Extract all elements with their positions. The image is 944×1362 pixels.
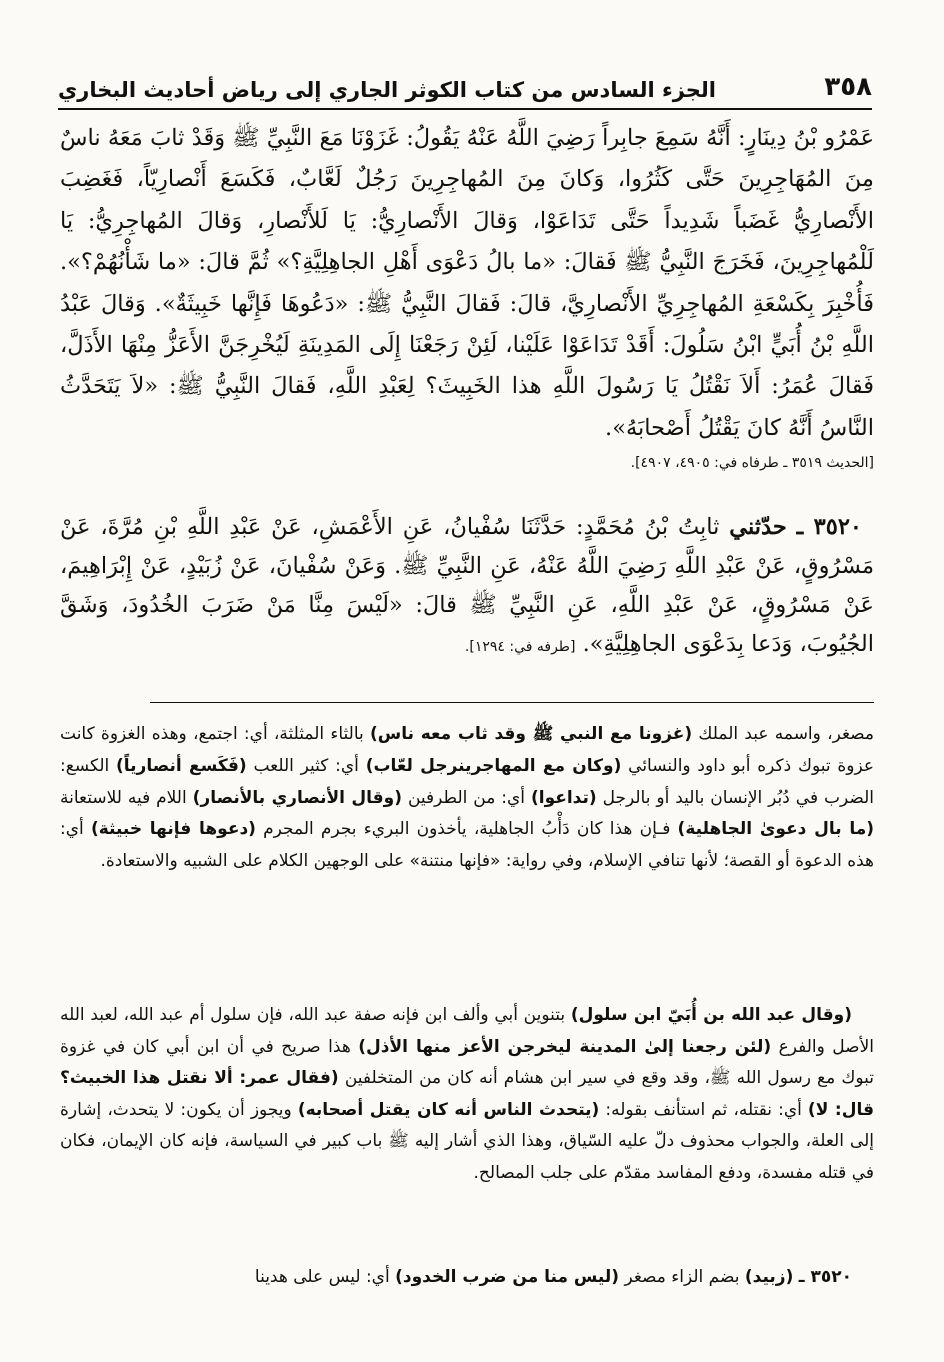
commentary-quote: (فَكَسع أنصارياً) (116, 755, 247, 776)
commentary-text: أي: من الطرفين (407, 787, 526, 808)
commentary-divider (150, 702, 874, 703)
hadith-3519-text: عَمْرُو بْنُ دِينَارٍ: أَنَّهُ سَمِعَ جابِراً رَضِيَ اللَّهُ عَنْهُ يَقُولُ: غَزَوْنَا مَعَ النَّبِيِّ ﷺ وَقَدْ ثابَ مَعَهُ ناسٌ مِنَ المُهَاجِرِينَ حَتَّى كَثُرُوا، وَكانَ مِنَ المُهاجِرِينَ رَجُلٌ لَعَّابٌ، فَكَسَعَ أَنْصارِيّاً، فَغَضِبَ الأَنْصارِيُّ غَضَباً شَدِيداً حَتَّى تَدَاعَوْا، وَقالَ الأَنْصارِيُّ: يَا لَلأَنْصارِ، وَقالَ المُهاجِرِيُّ: يَا لَلْمُهاجِرِينَ، فَخَرَجَ النَّبِيُّ ﷺ فَقالَ: «ما بالُ دَعْوَى أَهْلِ الجاهِلِيَّةِ؟» ثُمَّ قالَ: «ما شَأْنُهُمْ؟». فَأُخْبِرَ بِكَسْعَةِ المُهاجِرِيِّ الأَنْصارِيَّ، قالَ: فَقالَ النَّبِيُّ ﷺ: «دَعُوهَا فَإِنَّها خَبِيثَةٌ». وَقالَ عَبْدُ اللَّهِ بْنُ أُبَيٍّ ابْنُ سَلُولَ: أَقَدْ تَدَاعَوْا عَلَيْنا، لَئِنْ رَجَعْنَا إِلَى المَدِينَةِ لَيُخْرِجَنَّ الأَعَزُّ مِنْهَا الأَذَلَّ، فَقالَ عُمَرُ: أَلاَ نَقْتُلُ يَا رَسُولَ اللَّهِ هذا الخَبِيثَ؟ لِعَبْدِ اللَّهِ، فَقالَ النَّبِيُّ ﷺ: «لاَ يَتَحَدَّثُ النَّاسُ أَنَّهُ كانَ يَقْتُلُ أَصْحابَهُ». (60, 125, 874, 441)
commentary-text: ويجوز أن يكون: لا يتحدث، إشارة إلى العلة، والجواب محذوف دلّ عليه السّياق، وهذا الذي أشار إليه ﷺ باب كبير في السياسة، فإنه كان الإيمان، فكان في قتله مفسدة، ودفع المفاسد مقدّم على جلب المصالح. (60, 1099, 874, 1183)
commentary-text: مصغر، واسمه عبد الملك (698, 724, 875, 744)
commentary-hadith-number: ٣٥٢٠ ـ (798, 1267, 852, 1287)
running-title: الجزء السادس من كتاب الكوثر الجاري إلى رياض أحاديث البخاري (58, 78, 716, 102)
commentary-text: هذا صريح في أن ابن أبي كان في غزوة تبوك مع رسول الله ﷺ، وقد وقع في سير ابن هشام أنه كان من المتخلفين (60, 1036, 874, 1089)
hadith-3519-reference: [الحديث ٣٥١٩ ـ طرفاه في: ٤٩٠٥، ٤٩٠٧]. (630, 455, 874, 472)
hadith-3520-block (60, 508, 874, 667)
commentary-paragraph-3 (60, 1262, 874, 1293)
commentary-text: أي: كثير اللعب (253, 755, 359, 776)
commentary-quote: (وقال عبد الله بن أُبَيّ ابن سلول) (570, 1005, 852, 1025)
hadith-3520-lead: حدّثني (729, 514, 787, 540)
commentary-quote: (لئن رجعنا إلىٰ المدينة ليخرجن الأعز منها الأذل) (358, 1036, 772, 1057)
commentary-paragraph-1 (60, 719, 874, 878)
commentary-quote: (ما بال دعوىٰ الجاهلية) (677, 819, 874, 840)
page-number: ٣٥٨ (824, 72, 872, 102)
page-header (58, 62, 872, 110)
commentary-quote: (يتحدث الناس أنه كان يقتل أصحابه) (297, 1099, 600, 1120)
commentary-quote: (وكان مع المهاجرينرجل لعّاب) (365, 755, 622, 776)
commentary-text: فـإن هذا كان دَأْبُ الجاهلية، يأخذون البريء بجرم المجرم (263, 819, 671, 840)
commentary-text: اللام فيه للاستعانة (60, 787, 187, 808)
commentary-text: بضم الزاء مصغر (624, 1267, 740, 1287)
commentary-text: بتنوين أبي وألف ابن فإنه صفة عبد الله، فإن سلول أم عبد الله، لعبد الله الأصل والفرع (60, 1005, 875, 1057)
commentary-quote: (وقال الأنصاري بالأنصار) (192, 787, 403, 808)
commentary-text: أي: نقتله، ثم استأنف بقوله: (605, 1099, 802, 1120)
commentary-quote: (زبيد) (744, 1267, 794, 1287)
commentary-text: أي: ليس على هدينا (254, 1267, 390, 1287)
commentary-text: أي: هذه الدعوة أو القصة؛ لأنها تنافي الإسلام، وفي رواية: «فإنها منتنة» على الوجهين الكلام على الشبيه والاستعادة. (60, 819, 874, 872)
commentary-text: بالثاء المثلثة، أي: اجتمع، وهذه الغزوة كانت عزوة تبوك ذكره أبو داود والنسائي (60, 724, 875, 776)
hadith-3520-number: ٣٥٢٠ ـ (796, 514, 862, 540)
commentary-quote: (تداعوا) (530, 787, 597, 808)
commentary-paragraph-2 (60, 1000, 874, 1190)
commentary-quote: (غزونا مع النبي ﷺ وقد ثاب معه ناس) (369, 724, 693, 744)
commentary-quote: (دعوها فإنها خبيثة) (90, 819, 256, 840)
hadith-3520-reference: [طرفه في: ١٢٩٤]. (464, 639, 576, 655)
hadith-3519-block (60, 118, 874, 477)
commentary-quote: (ليس منا من ضرب الخدود) (395, 1267, 620, 1287)
hadith-3520-text: ثابِتُ بْنُ مُحَمَّدٍ: حَدَّثَنَا سُفْيانُ، عَنِ الأَعْمَشِ، عَنْ عَبْدِ اللَّهِ بْنِ مُرَّةَ، عَنْ مَسْرُوقٍ، عَنْ عَبْدِ اللَّهِ رَضِيَ اللَّهُ عَنْهُ، عَنِ النَّبِيِّ ﷺ. وَعَنْ سُفْيانَ، عَنْ زُبَيْدٍ، عَنْ إِبْرَاهِيمَ، عَنْ مَسْرُوقٍ، عَنْ عَبْدِ اللَّهِ، عَنِ النَّبِيِّ ﷺ قالَ: «لَيْسَ مِنَّا مَنْ ضَرَبَ الخُدُودَ، وَشَقَّ الجُيُوبَ، وَدَعا بِدَعْوَى الجاهِلِيَّةِ». (60, 514, 874, 657)
commentary-quote: (فقال عمر: ألا نقتل هذا الخبيث؟ قال: لا) (60, 1068, 874, 1120)
commentary-text: الكسع: الضرب في دُبُر الإنسان باليد أو بالرجل (60, 755, 875, 808)
